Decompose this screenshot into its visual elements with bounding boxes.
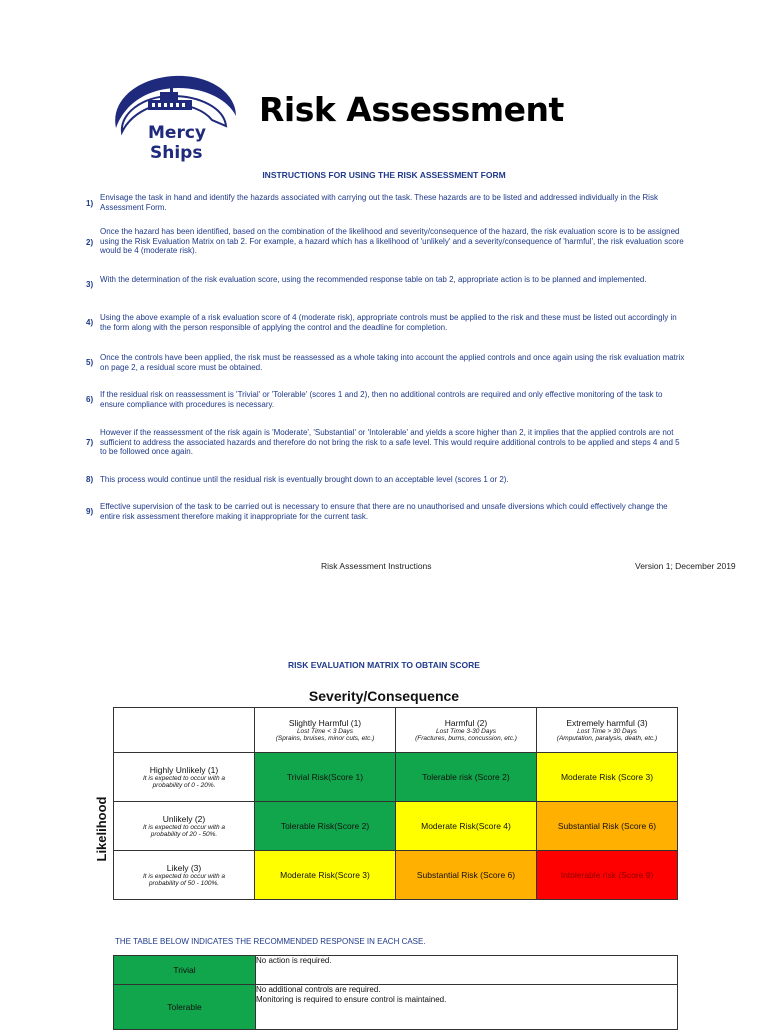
instruction-step <box>86 275 686 295</box>
step-number: 3) <box>86 280 94 289</box>
step-text: This process would continue until the residual risk is eventually brought down to an acceptable level (scores 1 or 2). <box>100 475 509 484</box>
step-text: Using the above example of a risk evaluation score of 4 (moderate risk), appropriate controls must be applied to the risk and these must be listed out accordingly in the form along with the person responsible of applying the control and the deadline for completion. <box>100 313 677 332</box>
instruction-step <box>86 428 686 458</box>
severity-column-header <box>255 708 396 753</box>
response-label-tolerable: Tolerable <box>114 985 256 1030</box>
matrix-heading: RISK EVALUATION MATRIX TO OBTAIN SCORE <box>288 660 480 670</box>
instruction-step <box>86 313 686 333</box>
likelihood-heading: Likelihood <box>94 796 109 862</box>
severity-lost-time: Lost Time < 3 Days <box>296 728 354 735</box>
likelihood-title: Highly Unlikely (1) <box>149 765 219 775</box>
severity-examples: (Amputation, paralysis, death, etc.) <box>556 735 658 742</box>
instruction-step <box>86 502 686 522</box>
step-number: 1) <box>86 199 94 208</box>
logo-text-ships: Ships <box>150 143 203 163</box>
likelihood-title: Unlikely (2) <box>162 814 206 824</box>
step-text: With the determination of the risk evaluation score, using the recommended response table on tab 2, appropriate action is to be planned and implemented. <box>100 275 647 284</box>
likelihood-desc: It is expected to occur with a <box>142 824 225 831</box>
severity-examples: (Fractures, burns, concussion, etc.) <box>415 735 517 742</box>
severity-column-header <box>396 708 537 753</box>
response-text <box>256 956 678 985</box>
matrix-cell-moderate: Moderate Risk (Score 3) <box>537 753 678 802</box>
step-text: Once the controls have been applied, the risk must be reassessed as a whole taking into account the applied controls and once again using the risk evaluation matrix on page 2, a residual score must be obtained. <box>100 353 685 372</box>
mercy-ships-logo <box>108 70 240 165</box>
instruction-step <box>86 227 686 257</box>
step-text: However if the reassessment of the risk again is 'Moderate', 'Substantial' or 'Intolerable' and yields a score higher than 2, it implies that the applied controls are not sufficient to address the associated hazards and therefore do not bring the risk to a safe level. This would require additional controls to be applied and steps 4 and 5 to be followed once again. <box>100 428 680 457</box>
step-text: Once the hazard has been identified, based on the combination of the likelihood and severity/consequence of the hazard, the risk evaluation score is to be assigned using the Risk Evaluation Matrix on tab 2. For example, a hazard which has a likelihood of 'unlikely' and a severity/consequence of 'harmful', the risk evaluation score would be 4 (moderate risk). <box>100 227 684 256</box>
matrix-cell-intolerable: Intolerable risk (Score 9) <box>537 851 678 900</box>
instruction-step <box>86 193 686 213</box>
response-label-trivial: Trivial <box>114 956 256 985</box>
response-text <box>256 985 678 1030</box>
likelihood-desc: It is expected to occur with a <box>142 775 225 782</box>
severity-examples: (Sprains, bruises, minor cuts, etc.) <box>275 735 375 742</box>
likelihood-probability: probability of 50 - 100%. <box>148 880 220 887</box>
matrix-cell-moderate: Moderate Risk(Score 4) <box>396 802 537 851</box>
step-number: 4) <box>86 318 94 327</box>
step-number: 2) <box>86 238 94 247</box>
logo-text-mercy: Mercy <box>148 123 206 143</box>
likelihood-probability: probability of 0 - 20%. <box>152 782 216 789</box>
instruction-step <box>86 475 686 485</box>
instruction-step <box>86 353 686 373</box>
response-line: No additional controls are required. <box>256 985 381 994</box>
footer-version: Version 1; December 2019 <box>635 561 736 571</box>
matrix-cell-tolerable: Tolerable risk (Score 2) <box>396 753 537 802</box>
instruction-step <box>86 390 686 410</box>
instructions-heading: INSTRUCTIONS FOR USING THE RISK ASSESSMENT FORM <box>262 170 506 180</box>
severity-heading: Severity/Consequence <box>308 688 460 704</box>
step-number: 6) <box>86 395 94 404</box>
matrix-cell-tolerable: Tolerable Risk(Score 2) <box>255 802 396 851</box>
likelihood-row-header <box>114 802 255 851</box>
response-heading: THE TABLE BELOW INDICATES THE RECOMMENDED RESPONSE IN EACH CASE. <box>115 937 426 946</box>
response-line: No action is required. <box>256 956 332 965</box>
matrix-cell-moderate: Moderate Risk(Score 3) <box>255 851 396 900</box>
page-title: Risk Assessment <box>259 90 564 129</box>
response-line: Monitoring is required to ensure control is maintained. <box>256 994 447 1004</box>
likelihood-title: Likely (3) <box>166 863 202 873</box>
severity-column-header <box>537 708 678 753</box>
likelihood-probability: probability of 20 - 50%. <box>150 831 218 838</box>
matrix-cell-trivial: Trivial Risk(Score 1) <box>255 753 396 802</box>
severity-lost-time: Lost Time 3-30 Days <box>436 728 496 735</box>
step-number: 7) <box>86 438 94 447</box>
step-number: 9) <box>86 507 94 516</box>
matrix-corner <box>114 708 255 753</box>
likelihood-row-header <box>114 851 255 900</box>
matrix-cell-substantial: Substantial Risk (Score 6) <box>537 802 678 851</box>
matrix-cell-substantial: Substantial Risk (Score 6) <box>396 851 537 900</box>
step-number: 8) <box>86 475 94 484</box>
risk-matrix <box>113 707 678 900</box>
severity-lost-time: Lost Time > 30 Days <box>577 728 637 735</box>
footer-doc-name: Risk Assessment Instructions <box>321 561 432 571</box>
step-number: 5) <box>86 358 94 367</box>
severity-title: Slightly Harmful (1) <box>288 718 362 728</box>
severity-title: Harmful (2) <box>444 718 488 728</box>
likelihood-row-header <box>114 753 255 802</box>
step-text: If the residual risk on reassessment is 'Trivial' or 'Tolerable' (scores 1 and 2), then no additional controls are required and only effective monitoring of the task to ensure compliance with procedures is necessary. <box>100 390 663 409</box>
likelihood-desc: It is expected to occur with a <box>142 873 225 880</box>
severity-title: Extremely harmful (3) <box>566 718 648 728</box>
response-table <box>113 955 678 1030</box>
step-text: Effective supervision of the task to be carried out is necessary to ensure that there are no unauthorised and unsafe diversions which could effectively change the entire risk assessment therefore making it inappropriate for the current task. <box>100 502 668 521</box>
step-text: Envisage the task in hand and identify the hazards associated with carrying out the task. These hazards are to be listed and addressed individually in the Risk Assessment Form. <box>100 193 658 212</box>
